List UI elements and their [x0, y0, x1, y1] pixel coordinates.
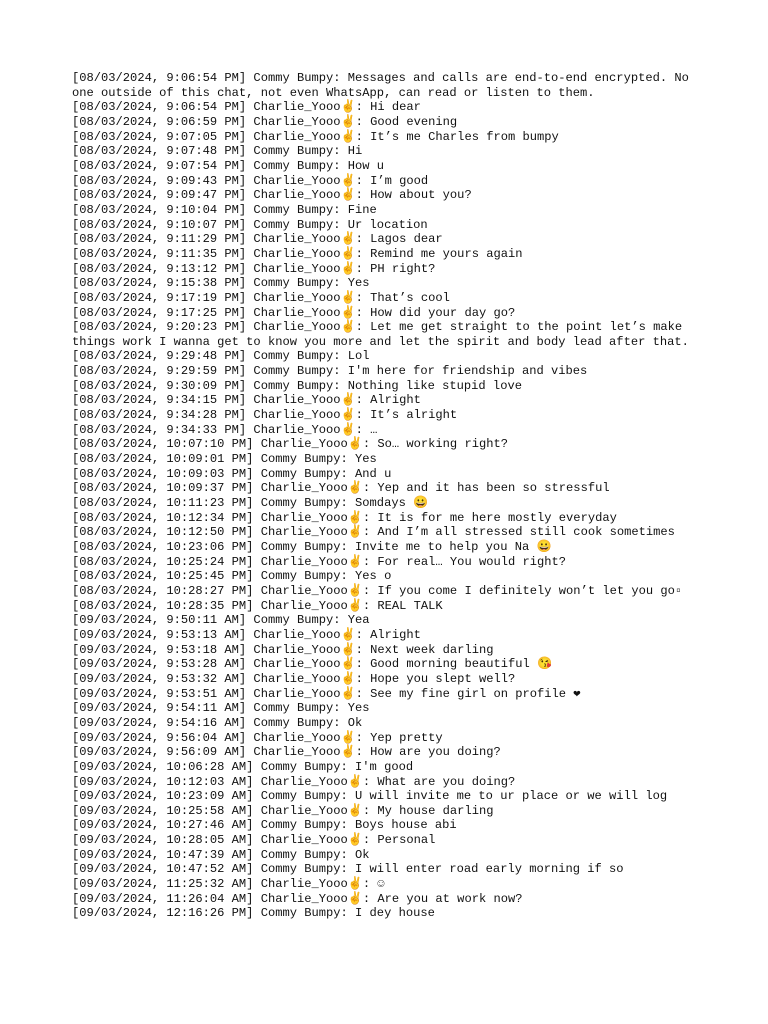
- chat-message-line: [09/03/2024, 9:50:11 AM] Commy Bumpy: Yea: [72, 613, 370, 628]
- chat-message-line: [08/03/2024, 9:11:29 PM] Charlie_Yooo✌️: Lagos dear: [72, 232, 443, 247]
- chat-message-line: [08/03/2024, 10:09:37 PM] Charlie_Yooo✌️: Yep and it has been so stressful: [72, 481, 610, 496]
- chat-message-line: [08/03/2024, 9:10:07 PM] Commy Bumpy: Ur location: [72, 217, 428, 232]
- chat-message-line: [08/03/2024, 9:34:28 PM] Charlie_Yooo✌️: It’s alright: [72, 408, 458, 423]
- chat-message-line: [09/03/2024, 10:28:05 AM] Charlie_Yooo✌️: Personal: [72, 833, 436, 848]
- chat-message-line: [09/03/2024, 9:53:13 AM] Charlie_Yooo✌️: Alright: [72, 627, 421, 642]
- chat-message-line: [09/03/2024, 9:56:09 AM] Charlie_Yooo✌️: How are you doing?: [72, 745, 501, 760]
- chat-message-line: [09/03/2024, 10:25:58 AM] Charlie_Yooo✌️: My house darling: [72, 803, 494, 818]
- chat-message-line: [08/03/2024, 9:17:25 PM] Charlie_Yooo✌️: How did your day go?: [72, 305, 516, 320]
- chat-message-line: [08/03/2024, 9:13:12 PM] Charlie_Yooo✌️: PH right?: [72, 261, 436, 276]
- chat-message-line: [09/03/2024, 12:16:26 PM] Commy Bumpy: I dey house: [72, 906, 435, 921]
- chat-message-line: [08/03/2024, 10:11:23 PM] Commy Bumpy: Somdays 😀: [72, 496, 429, 511]
- chat-message-line: [08/03/2024, 10:25:45 PM] Commy Bumpy: Yes o: [72, 569, 392, 584]
- chat-message-line: [09/03/2024, 10:06:28 AM] Commy Bumpy: I'm good: [72, 759, 414, 774]
- chat-message-line: [08/03/2024, 9:06:54 PM] Charlie_Yooo✌️: Hi dear: [72, 100, 421, 115]
- chat-message-line: [08/03/2024, 10:12:50 PM] Charlie_Yooo✌️: And I’m all stressed still cook sometimes: [72, 525, 675, 540]
- chat-message-line: [09/03/2024, 9:53:28 AM] Charlie_Yooo✌️: Good morning beautiful 😘: [72, 657, 553, 672]
- chat-message-line: [09/03/2024, 9:56:04 AM] Charlie_Yooo✌️: Yep pretty: [72, 730, 443, 745]
- chat-message-line: [08/03/2024, 10:25:24 PM] Charlie_Yooo✌️: For real… You would right?: [72, 554, 567, 569]
- chat-message-line: [09/03/2024, 9:54:11 AM] Commy Bumpy: Yes: [72, 701, 370, 716]
- chat-message-line: [08/03/2024, 10:09:01 PM] Commy Bumpy: Yes: [72, 452, 377, 467]
- chat-message-line: [09/03/2024, 11:26:04 AM] Charlie_Yooo✌️: Are you at work now?: [72, 891, 523, 906]
- chat-transcript: [72, 71, 702, 921]
- chat-message-line: [08/03/2024, 10:12:34 PM] Charlie_Yooo✌️: It is for me here mostly everyday: [72, 510, 617, 525]
- chat-message-line: [08/03/2024, 9:29:48 PM] Commy Bumpy: Lol: [72, 349, 370, 364]
- chat-message-line: [08/03/2024, 9:11:35 PM] Charlie_Yooo✌️: Remind me yours again: [72, 246, 523, 261]
- chat-message-line: [09/03/2024, 9:53:32 AM] Charlie_Yooo✌️: Hope you slept well?: [72, 671, 516, 686]
- chat-message-line: [08/03/2024, 10:07:10 PM] Charlie_Yooo✌️: So… working right?: [72, 437, 508, 452]
- chat-message-line: [08/03/2024, 10:23:06 PM] Commy Bumpy: Invite me to help you Na 😀: [72, 540, 552, 554]
- chat-message-line: [08/03/2024, 9:09:43 PM] Charlie_Yooo✌️: I’m good: [72, 173, 429, 188]
- chat-message-line: [08/03/2024, 9:17:19 PM] Charlie_Yooo✌️: That’s cool: [72, 290, 450, 305]
- chat-message-line: [08/03/2024, 10:28:27 PM] Charlie_Yooo✌️: If you come I definitely won’t let you go▫: [72, 583, 683, 598]
- chat-message-line: [08/03/2024, 10:09:03 PM] Commy Bumpy: And u: [72, 466, 392, 481]
- chat-message-line: [08/03/2024, 9:34:15 PM] Charlie_Yooo✌️: Alright: [72, 393, 421, 408]
- chat-message-line: [08/03/2024, 9:06:54 PM] Commy Bumpy: Messages and calls are end-to-end encrypted. No one outside of this chat, not even WhatsApp, can read or listen to them.: [72, 71, 697, 100]
- chat-message-line: [09/03/2024, 10:23:09 AM] Commy Bumpy: U will invite me to ur place or we will log: [72, 789, 668, 804]
- chat-message-line: [08/03/2024, 9:34:33 PM] Charlie_Yooo✌️: …: [72, 422, 378, 437]
- chat-message-line: [08/03/2024, 9:29:59 PM] Commy Bumpy: I'm here for friendship and vibes: [72, 364, 588, 379]
- chat-message-line: [08/03/2024, 9:07:05 PM] Charlie_Yooo✌️: It’s me Charles from bumpy: [72, 129, 559, 144]
- chat-message-line: [09/03/2024, 9:54:16 AM] Commy Bumpy: Ok: [72, 715, 363, 730]
- chat-message-line: [09/03/2024, 10:47:52 AM] Commy Bumpy: I will enter road early morning if so: [72, 862, 624, 877]
- chat-message-line: [08/03/2024, 9:09:47 PM] Charlie_Yooo✌️: How about you?: [72, 188, 472, 203]
- chat-message-line: [08/03/2024, 9:07:48 PM] Commy Bumpy: Hi: [72, 144, 363, 159]
- chat-message-line: [08/03/2024, 9:15:38 PM] Commy Bumpy: Yes: [72, 276, 370, 291]
- chat-message-line: [09/03/2024, 11:25:32 AM] Charlie_Yooo✌️: ☺: [72, 877, 385, 892]
- chat-message-line: [09/03/2024, 10:12:03 AM] Charlie_Yooo✌️: What are you doing?: [72, 774, 516, 789]
- chat-message-line: [09/03/2024, 9:53:51 AM] Charlie_Yooo✌️: See my fine girl on profile ❤: [72, 686, 581, 701]
- chat-message-line: [08/03/2024, 9:30:09 PM] Commy Bumpy: Nothing like stupid love: [72, 378, 522, 393]
- chat-message-line: [09/03/2024, 10:47:39 AM] Commy Bumpy: Ok: [72, 847, 370, 862]
- chat-message-line: [08/03/2024, 9:10:04 PM] Commy Bumpy: Fine: [72, 202, 377, 217]
- chat-message-line: [08/03/2024, 9:20:23 PM] Charlie_Yooo✌️: Let me get straight to the point let’s make things work I wanna get to know you more and let the spirit and body lead after that.: [72, 320, 690, 349]
- chat-message-line: [09/03/2024, 9:53:18 AM] Charlie_Yooo✌️: Next week darling: [72, 642, 494, 657]
- chat-message-line: [08/03/2024, 9:07:54 PM] Commy Bumpy: How u: [72, 158, 385, 173]
- chat-message-line: [08/03/2024, 10:28:35 PM] Charlie_Yooo✌️: REAL TALK: [72, 598, 443, 613]
- chat-message-line: [08/03/2024, 9:06:59 PM] Charlie_Yooo✌️: Good evening: [72, 114, 458, 129]
- chat-message-line: [09/03/2024, 10:27:46 AM] Commy Bumpy: Boys house abi: [72, 818, 457, 833]
